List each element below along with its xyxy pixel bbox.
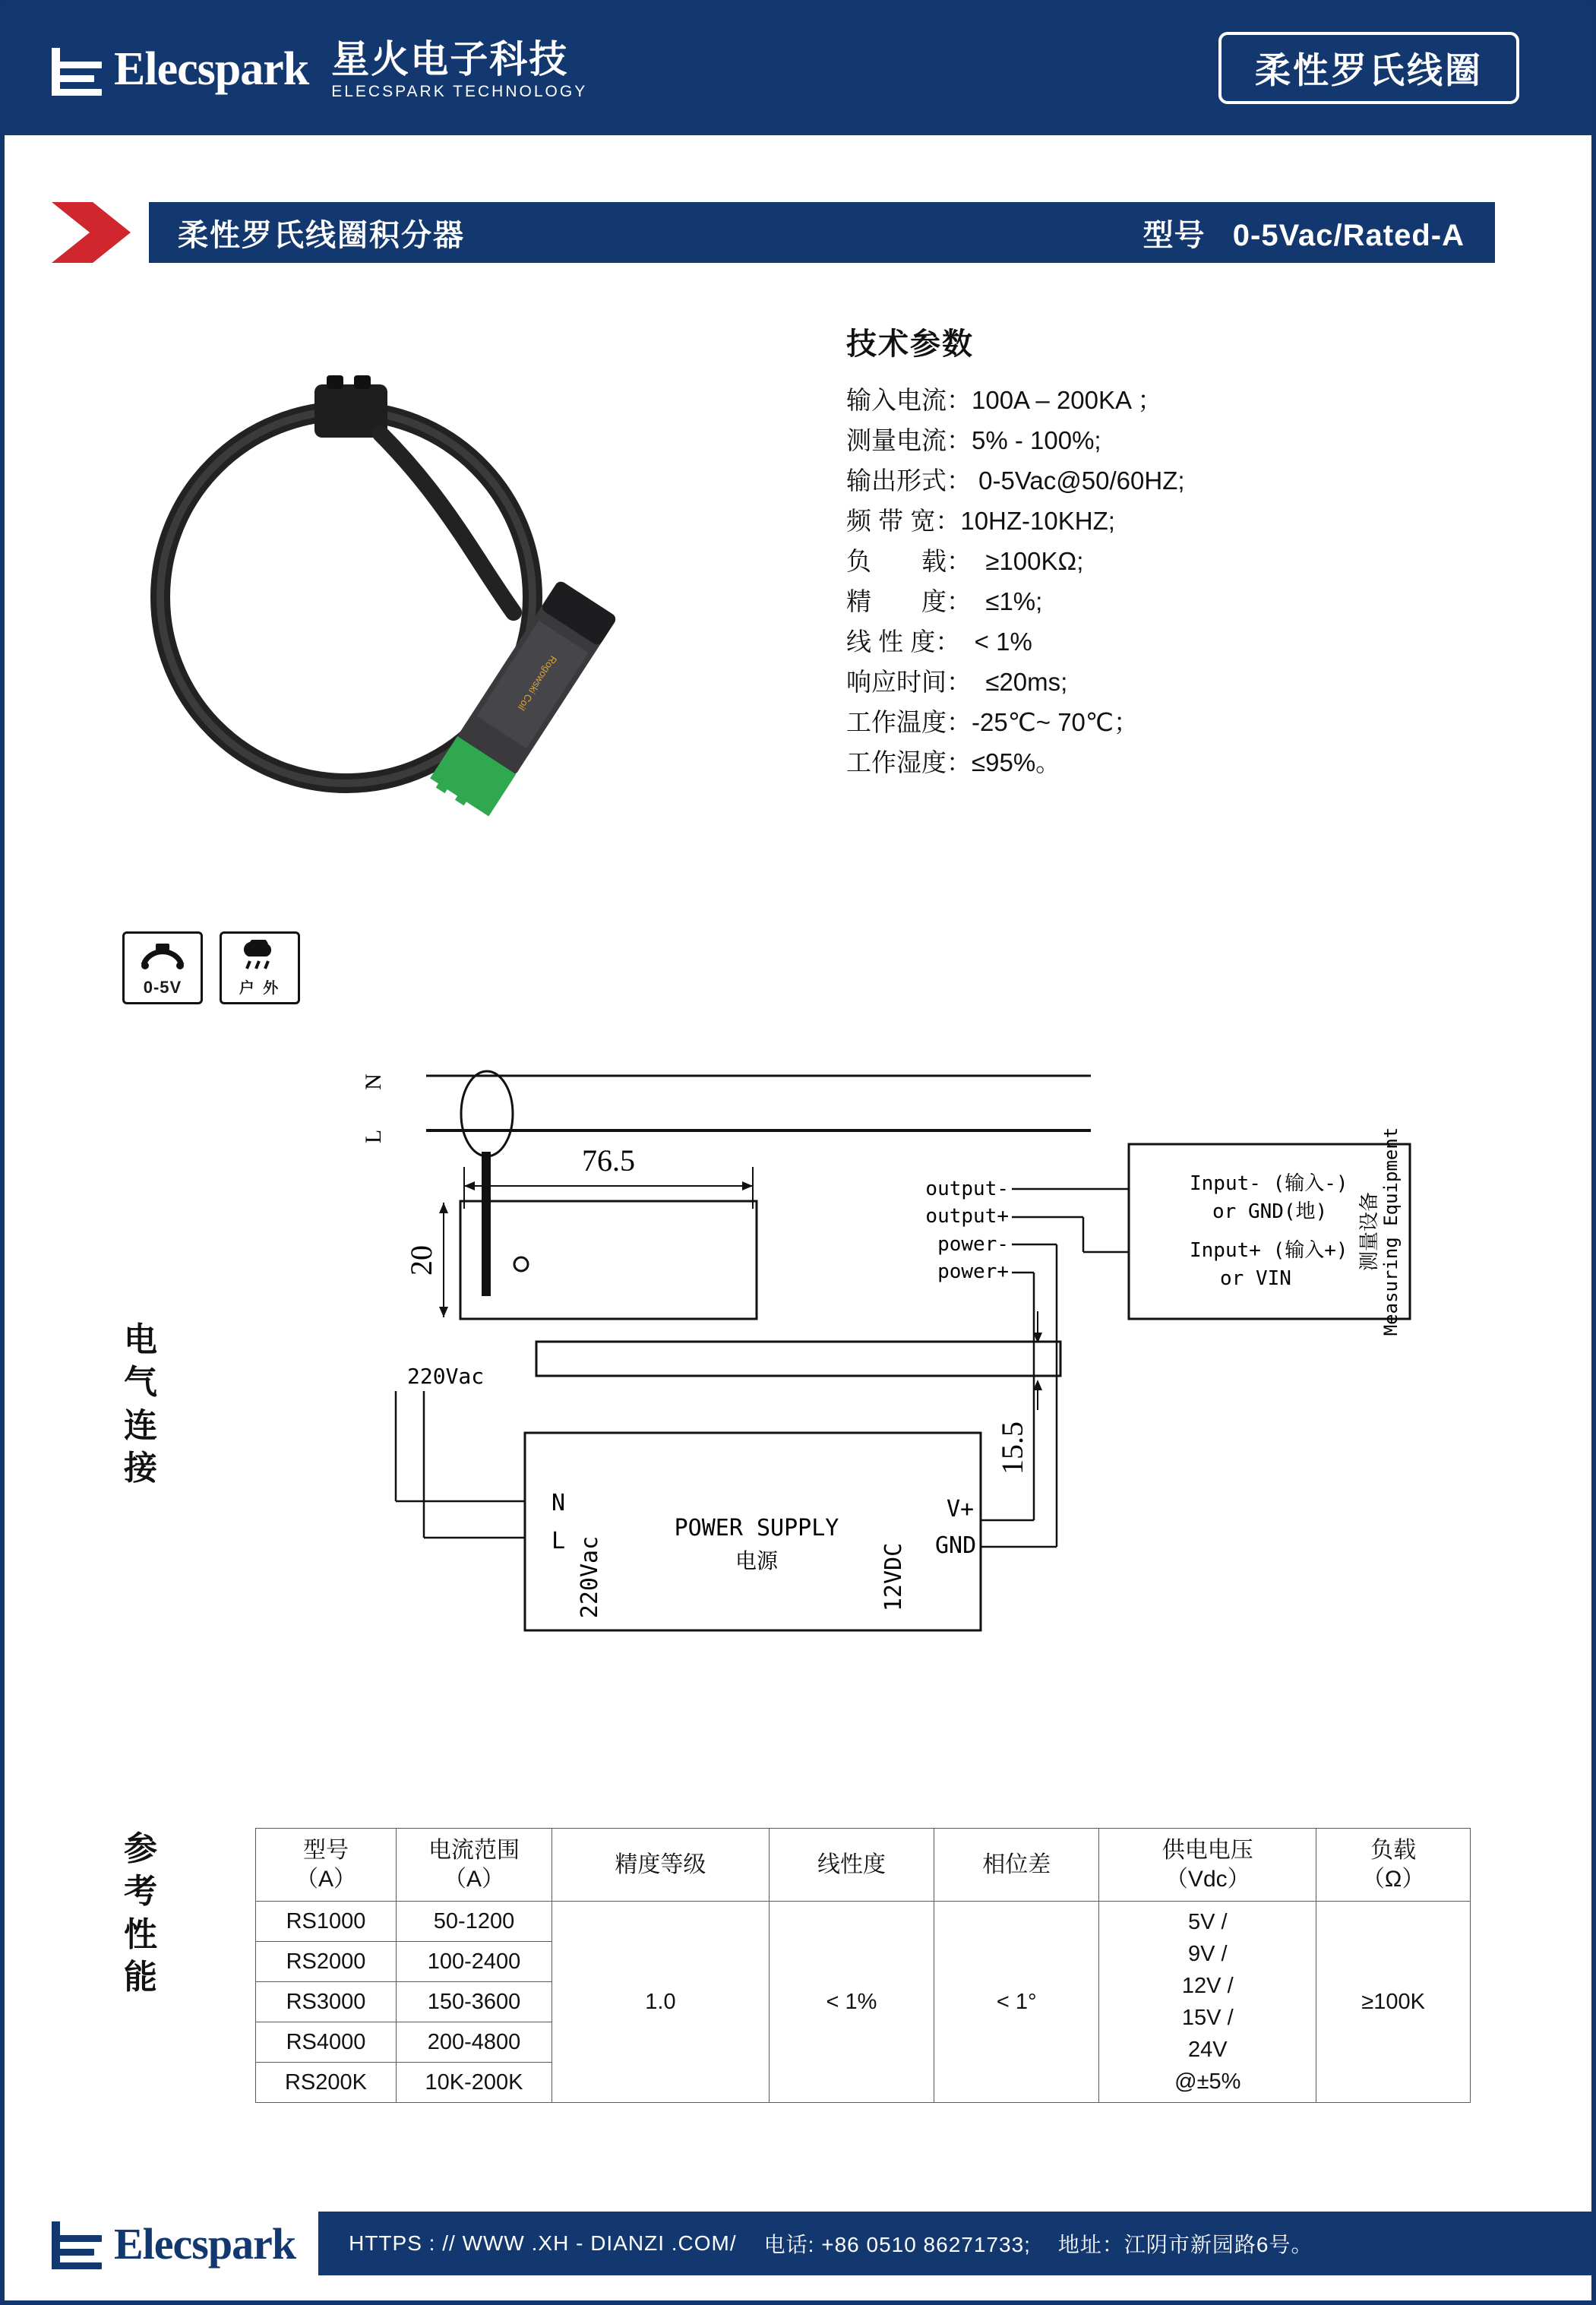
cell-range: 200-4800 (397, 2022, 552, 2063)
feature-icon-label: 0-5V (143, 978, 182, 997)
cell-supply-voltage: 5V / 9V / 12V / 15V / 24V @±5% (1099, 1902, 1316, 2103)
cell-load: ≥100K (1316, 1902, 1471, 2103)
measuring-box-line1: Input- (输入-) (1190, 1172, 1348, 1195)
page-footer (5, 2186, 1591, 2300)
section-title-bar (52, 202, 1495, 263)
spec-row: 工作湿度：≤95%。 (846, 748, 1061, 776)
technical-parameters (846, 320, 1530, 783)
feature-icons (122, 931, 300, 1004)
performance-table (255, 1828, 1471, 2103)
cell-model: RS1000 (256, 1902, 397, 1942)
feature-icon-outdoor (220, 931, 300, 1004)
wiring-diagram (232, 1045, 1524, 1760)
table-header-phase: 相位差 (934, 1829, 1099, 1902)
reference-performance-table (255, 1828, 1471, 2103)
footer-url[interactable]: HTTPS : // WWW .XH - DIANZI .COM/ (349, 2231, 737, 2255)
cell-model: RS2000 (256, 1942, 397, 1982)
spec-row: 线 性 度： < 1% (846, 628, 1032, 656)
spec-row: 频 带 宽：10HZ-10KHZ; (846, 507, 1115, 535)
table-header-supply: 供电电压 （Vdc） (1099, 1829, 1316, 1902)
cell-range: 50-1200 (397, 1902, 552, 1942)
brand-logo (52, 37, 588, 101)
cell-accuracy: 1.0 (552, 1902, 770, 2103)
brand-chinese-block (331, 37, 588, 101)
ps-gnd: GND (935, 1532, 977, 1559)
section-label-performance: 参考性能 (124, 1830, 159, 1996)
spec-row: 响应时间： ≤20ms; (846, 668, 1068, 696)
footer-logo-wordmark: Elecspark (114, 2218, 296, 2269)
diagram-terminal: power- (937, 1233, 1009, 1256)
model-label: 型号 (1142, 218, 1206, 252)
ps-output-label: 12VDC (880, 1542, 907, 1612)
cell-range: 10K-200K (397, 2063, 552, 2103)
table-header-accuracy: 精度等级 (552, 1829, 770, 1902)
measuring-box-line2: or GND(地) (1212, 1200, 1328, 1223)
footer-phone: 电话: +86 0510 86271733; (763, 2233, 1031, 2256)
page-header (5, 5, 1591, 135)
elecspark-logo-icon (52, 42, 102, 98)
ps-terminal-l: L (551, 1528, 566, 1554)
cell-range: 100-2400 (397, 1942, 552, 1982)
diagram-terminal: output+ (925, 1205, 1009, 1228)
model-block (1143, 211, 1465, 255)
table-header-row (256, 1829, 1471, 1902)
spec-row: 输出形式： 0-5Vac@50/60HZ; (846, 466, 1185, 495)
brand-english-name: ELECSPARK TECHNOLOGY (331, 83, 588, 101)
ps-input-label: 220Vac (577, 1535, 603, 1619)
spec-row: 测量电流：5% - 100%; (846, 426, 1101, 454)
cell-model: RS3000 (256, 1982, 397, 2022)
diagram-supply-label: 220Vac (407, 1364, 485, 1389)
title-bar-main (149, 202, 1495, 263)
diagram-dim-thickness: 15.5 (995, 1421, 1029, 1475)
table-header-range: 电流范围 （A） (397, 1829, 552, 1902)
spec-row: 输入电流：100A – 200KA ； (846, 386, 1163, 414)
logo-wordmark: Elecspark (114, 43, 309, 96)
ps-vplus: V+ (947, 1496, 975, 1522)
elecspark-logo-icon (52, 2215, 102, 2272)
outdoor-rain-icon (236, 934, 283, 975)
header-product-badge: 柔性罗氏线圈 (1218, 32, 1519, 104)
spec-heading: 技术参数 (846, 327, 974, 361)
measuring-box-line4: or VIN (1220, 1267, 1291, 1290)
svg-text:Rogowski Coil: Rogowski Coil (515, 653, 560, 713)
spec-row: 精 度： ≤1%; (846, 587, 1043, 615)
product-title: 柔性罗氏线圈积分器 (178, 218, 465, 252)
table-header-model: 型号 （A） (256, 1829, 397, 1902)
measuring-box-side-cn: 测量设备 (1358, 1191, 1380, 1272)
footer-address: 地址：江阴市新园路6号。 (1057, 2233, 1313, 2256)
diagram-label-n: N (361, 1073, 386, 1090)
ps-terminal-n: N (551, 1490, 566, 1516)
measuring-box-side-en: Measuring Equipment (1380, 1127, 1402, 1336)
section-label-electrical: 电气连接 (124, 1321, 159, 1487)
diagram-dim-height: 20 (404, 1245, 438, 1276)
diagram-terminal: power+ (937, 1260, 1009, 1283)
diagram-label-l: L (361, 1129, 386, 1144)
coil-output-icon (139, 934, 186, 978)
table-header-linearity: 线性度 (769, 1829, 934, 1902)
arrow-marker-icon (52, 202, 149, 263)
ps-title-cn: 电源 (735, 1550, 779, 1573)
footer-brand-logo (52, 2215, 295, 2272)
cell-phase: < 1° (934, 1902, 1099, 2103)
diagram-terminal: output- (925, 1178, 1009, 1200)
spec-row: 工作温度：-25℃~ 70℃； (846, 708, 1139, 736)
feature-icon-label: 户 外 (239, 980, 281, 997)
cell-model: RS4000 (256, 2022, 397, 2063)
brand-chinese-name: 星火电子科技 (331, 37, 569, 81)
table-row (256, 1902, 1471, 1942)
table-header-load: 负载 （Ω） (1316, 1829, 1471, 1902)
footer-contact-bar (318, 2212, 1591, 2275)
model-value: 0-5Vac/Rated-A (1232, 218, 1465, 252)
cell-range: 150-3600 (397, 1982, 552, 2022)
spec-row: 负 载： ≥100KΩ; (846, 547, 1084, 575)
product-photo (119, 362, 779, 863)
measuring-box-line3: Input+ (输入+) (1190, 1239, 1348, 1262)
ps-title-en: POWER SUPPLY (674, 1515, 839, 1541)
cell-linearity: < 1% (769, 1902, 934, 2103)
cell-model: RS200K (256, 2063, 397, 2103)
diagram-dim-length: 76.5 (582, 1143, 635, 1178)
feature-icon-output (122, 931, 203, 1004)
